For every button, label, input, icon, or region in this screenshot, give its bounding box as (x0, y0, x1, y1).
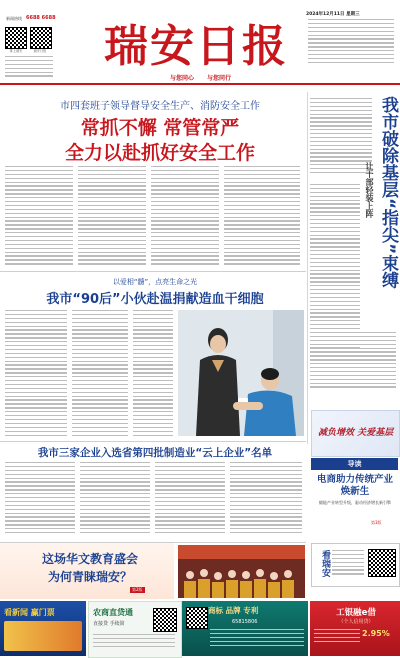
qr-caption-2: 瑞安日报 (33, 49, 47, 53)
lead-headline-2: 全力以赴抓好安全工作 (64, 142, 255, 164)
ad-news-tickets[interactable] (0, 601, 86, 656)
cloud-story (0, 442, 306, 542)
lead-body-col-3 (151, 166, 219, 268)
guide-page: 第3版 (371, 520, 382, 525)
ad-trademark-text (210, 629, 304, 651)
blood-body-col-3 (133, 310, 173, 438)
cloud-body-col-4 (230, 462, 302, 536)
ad-trademark-phone: 65815806 (232, 619, 258, 625)
lead-body-col-1 (5, 166, 73, 268)
qr-code-left-1 (5, 27, 27, 49)
side-subhead: 让干部轻装上阵 (365, 162, 374, 218)
ad-icbc-loan-text (314, 629, 360, 651)
ad-trademark[interactable] (182, 601, 308, 656)
ruian-label: 看瑞安 (320, 550, 330, 577)
masthead-rule (0, 83, 400, 85)
qr-code-left-2 (30, 27, 52, 49)
guide-box (311, 458, 398, 540)
lead-kicker: 市四套班子领导督导安全生产、消防安全工作 (60, 101, 260, 112)
guide-subline: 赋能产业转型升级，驱动经济增长新引擎 (319, 500, 391, 505)
education-page: 第2版 (132, 587, 143, 592)
lead-story (0, 92, 305, 270)
education-headline-2: 为何青睐瑞安？ (47, 570, 132, 584)
ad-trademark-qr-code (186, 607, 208, 629)
ad-bank-loan-title: 农商直贷通 (93, 608, 133, 617)
ruian-box (311, 543, 400, 587)
qr-caption-1: 掌上瑞安 (9, 49, 23, 53)
blood-story (0, 272, 306, 440)
ad-trademark-title: 商标 品牌 专利 (208, 606, 259, 615)
ad-icbc-loan-rate: 2.95% (362, 629, 390, 638)
education-photo (178, 545, 305, 598)
ad-bank-loan-sub: 直接贷 手续简 (93, 621, 125, 627)
slogan-right: 与您同行 (207, 75, 232, 82)
ruian-qr-code (368, 549, 396, 577)
ad-icbc-loan-sub: （个人信用贷） (338, 619, 374, 625)
promo-banner (311, 410, 400, 457)
lead-headline-1: 常抓不懈 常管常严 (80, 117, 240, 139)
issue-date: 2024年12月11日 星期三 (306, 12, 360, 17)
side-headline: 我市破除基层“指尖”束缚 (378, 96, 398, 289)
ad-bank-loan-text (93, 634, 175, 652)
cloud-body-col-2 (80, 462, 150, 536)
lead-body-col-4 (224, 166, 300, 268)
slogan-left: 与您同心 (170, 75, 195, 82)
ruian-text (332, 550, 364, 580)
guide-headline: 电商助力传统产业焕新生 (316, 474, 393, 497)
education-story (0, 543, 306, 599)
side-body-top (310, 98, 372, 178)
ad-icbc-loan[interactable] (310, 601, 400, 656)
ad-news-tickets-title: 看新闻 赢门票 (4, 608, 55, 617)
blood-headline: 我市“90后”小伙赴温捐献造血干细胞 (46, 292, 264, 307)
ads-row (0, 601, 400, 656)
hotline-number: 6688 6688 (26, 15, 56, 21)
side-story (310, 92, 400, 392)
side-body-bottom (310, 332, 396, 392)
blood-body-col-1 (5, 310, 67, 438)
masthead-small-text (5, 56, 53, 80)
education-headline-1: 这场华文教育盛会 (41, 552, 138, 566)
lead-body-col-2 (78, 166, 146, 268)
guide-label: 导读 (311, 458, 398, 470)
ad-bank-loan-qr-code (153, 608, 177, 632)
ad-bank-loan[interactable] (88, 601, 182, 658)
hotline-label: 新闻热线 (6, 16, 22, 21)
cloud-body-col-3 (155, 462, 225, 536)
blood-body-col-2 (72, 310, 128, 438)
masthead (0, 0, 400, 92)
promo-logo-text: 减负增效 关爱基层 (318, 428, 394, 438)
masthead-issue-info (308, 19, 394, 67)
blood-kicker: 以爱相“髓”，点亮生命之光 (112, 278, 198, 286)
column-divider (307, 92, 308, 444)
blood-donor-photo (178, 310, 304, 436)
newspaper-title: 瑞安日报 (104, 21, 288, 72)
cloud-body-col-1 (5, 462, 75, 536)
ad-icbc-loan-title: 工银融e借 (336, 608, 376, 618)
cloud-headline: 我市三家企业入选省第四批制造业“云上企业”名单 (37, 447, 273, 459)
ad-news-tickets-image (4, 621, 82, 651)
